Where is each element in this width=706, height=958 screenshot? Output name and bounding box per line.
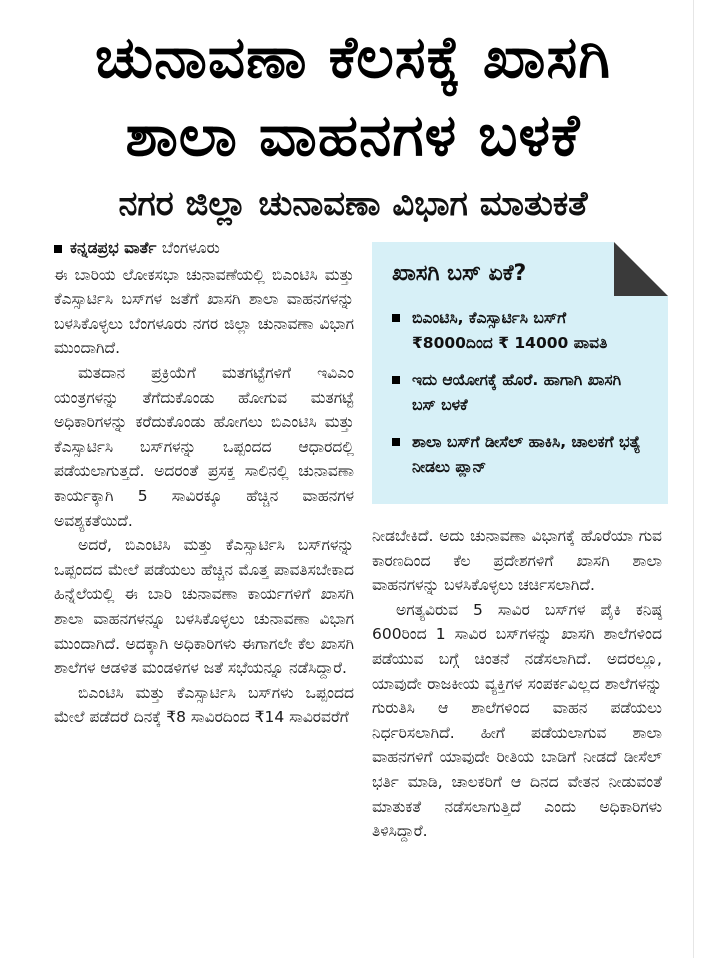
article-column-left [54,236,354,730]
page-edge-rule [693,0,694,958]
info-box-item: ಇದು ಆಯೋಗಕ್ಕೆ ಹೊರೆ. ಹಾಗಾಗಿ ಖಾಸಗಿ ಬಸ್ ಬಳಕೆ [390,368,650,418]
article-column-right [372,524,662,844]
info-box [372,242,668,504]
byline-source: ಕನ್ನಡಪ್ರಭ ವಾರ್ತೆ [70,239,157,257]
article-paragraph: ಅಗತ್ಯವಿರುವ 5 ಸಾವಿರ ಬಸ್‌ಗಳ ಪೈಕಿ ಕನಿಷ್ಠ 600ರಿಂದ 1 ಸಾವಿರ ಬಸ್‌ಗಳನ್ನು ಖಾಸಗಿ ಶಾಲೆಗಳಿಂದ ಪಡೆಯುವ ಬಗ್ಗೆ ಚಿಂತನೆ ನಡೆಸಲಾಗಿದೆ. ಅದರಲ್ಲೂ, ಯಾವುದೇ ರಾಜಕೀಯ ವ್ಯಕ್ತಿಗಳ ಸಂಪರ್ಕವಿಲ್ಲದ ಶಾಲೆಗಳನ್ನು ಗುರುತಿಸಿ ಆ ಶಾಲೆಗಳಿಂದ ವಾಹನ ಪಡೆಯಲು ನಿರ್ಧರಿಸಲಾಗಿದೆ. ಹೀಗೆ ಪಡೆಯಲಾಗುವ ಶಾಲಾ ವಾಹನಗಳಿಗೆ ಯಾವುದೇ ರೀತಿಯ ಬಾಡಿಗೆ ನೀಡದೆ ಡೀಸೆಲ್ ಭರ್ತಿ ಮಾಡಿ, ಚಾಲಕರಿಗೆ ಆ ದಿನದ ವೇತನ ನೀಡುವಂತೆ ಮಾತುಕತೆ ನಡೆಸಲಾಗುತ್ತಿದೆ ಎಂದು ಅಧಿಕಾರಿಗಳು ತಿಳಿಸಿದ್ದಾರೆ. [372,600,662,841]
info-box-item: ಶಾಲಾ ಬಸ್‌ಗೆ ಡೀಸೆಲ್ ಹಾಕಿಸಿ, ಚಾಲಕಗೆ ಭತ್ಯೆ ನೀಡಲು ಪ್ಲಾನ್ [390,430,650,480]
byline [54,236,354,261]
headline-line-1: ಚುನಾವಣಾ ಕೆಲಸಕ್ಕೆ ಖಾಸಗಿ [95,23,611,91]
article-paragraph: ಅದರೆ, ಬಿಎಂಟಿಸಿ ಮತ್ತು ಕೆಎಸ್ಸಾರ್ಟಿಸಿ ಬಸ್‌ಗಳನ್ನು ಒಪ್ಪಂದದ ಮೇಲೆ ಪಡೆಯಲು ಹೆಚ್ಚಿನ ಮೊತ್ತ ಪಾವತಿಸಬೇಕಾದ ಹಿನ್ನೆಲೆಯಲ್ಲಿ ಈ ಬಾರಿ ಚುನಾವಣಾ ಕಾರ್ಯಗಳಿಗೆ ಖಾಸಗಿ ಶಾಲಾ ವಾಹನಗಳನ್ನೂ ಬಳಸಿಕೊಳ್ಳಲು ಚುನಾವಣಾ ವಿಭಾಗ ಮುಂದಾಗಿದೆ. ಅದಕ್ಕಾಗಿ ಅಧಿಕಾರಿಗಳು ಈಗಾಗಲೇ ಕೆಲ ಖಾಸಗಿ ಶಾಲೆಗಳ ಆಡಳಿತ ಮಂಡಳಿಗಳ ಜತೆ ಸಭೆಯನ್ನೂ ನಡೆಸಿದ್ದಾರೆ. [54,536,354,678]
square-bullet-icon [392,314,400,322]
page-fold-icon [614,242,668,296]
info-box-list [390,306,650,480]
headline-line-2: ಶಾಲಾ ವಾಹನಗಳ ಬಳಕೆ [125,101,581,169]
square-bullet-icon [392,438,400,446]
subheadline: ನಗರ ಜಿಲ್ಲಾ ಚುನಾವಣಾ ವಿಭಾಗ ಮಾತುಕತೆ [118,184,588,224]
article-paragraph: ನೀಡಬೇಕಿದೆ. ಅದು ಚುನಾವಣಾ ವಿಭಾಗಕ್ಕೆ ಹೊರೆಯಾ ಗುವ ಕಾರಣದಿಂದ ಕೆಲ ಪ್ರದೇಶಗಳಿಗೆ ಖಾಸಗಿ ಶಾಲಾ ವಾಹನಗಳನ್ನು ಬಳಸಿಕೊಳ್ಳಲು ಚರ್ಚಿಸಲಾಗಿದೆ. [372,527,662,595]
square-bullet-icon [392,376,400,384]
info-box-item: ಬಿಎಂಟಿಸಿ, ಕೆಎಸ್ಸಾರ್ಟಿಸಿ ಬಸ್‌ಗೆ ₹8000ದಿಂದ ₹ 14000 ಪಾವತಿ [390,306,650,356]
info-box-title: ಖಾಸಗಿ ಬಸ್ ಏಕೆ? [392,261,527,286]
byline-city: ಬೆಂಗಳೂರು [161,239,220,257]
article-paragraph: ಬಿಎಂಟಿಸಿ ಮತ್ತು ಕೆಎಸ್ಸಾರ್ಟಿಸಿ ಬಸ್‌ಗಳು ಒಪ್ಪಂದದ ಮೇಲೆ ಪಡೆದರೆ ದಿನಕ್ಕೆ ₹8 ಸಾವಿರದಿಂದ ₹14 ಸಾವಿರವರೆಗೆ [54,683,354,727]
article-paragraph: ಮತದಾನ ಪ್ರಕ್ರಿಯೆಗೆ ಮತಗಟ್ಟೆಗಳಿಗೆ ಇವಿಎಂ ಯಂತ್ರಗಳನ್ನು ತೆಗೆದುಕೊಂಡು ಹೋಗುವ ಮತಗಟ್ಟೆ ಅಧಿಕಾರಿಗಳನ್ನು ಕರೆದುಕೊಂಡು ಹೋಗಲು ಬಿಎಂಟಿಸಿ ಮತ್ತು ಕೆಎಸ್ಸಾರ್ಟಿಸಿ ಬಸ್‌ಗಳನ್ನು ಒಪ್ಪಂದದ ಆಧಾರದಲ್ಲಿ ಪಡೆಯಲಾಗುತ್ತದೆ. ಅದರಂತೆ ಪ್ರಸಕ್ತ ಸಾಲಿನಲ್ಲಿ ಚುನಾವಣಾ ಕಾರ್ಯಕ್ಕಾಗಿ 5 ಸಾವಿರಕ್ಕೂ ಹೆಚ್ಚಿನ ವಾಹನಗಳ ಅವಶ್ಯಕತೆಯಿದೆ. [54,363,354,530]
article-paragraph: ಈ ಬಾರಿಯ ಲೋಕಸಭಾ ಚುನಾವಣೆಯಲ್ಲಿ ಬಿಎಂಟಿಸಿ ಮತ್ತು ಕೆಎಸ್ಸಾರ್ಟಿಸಿ ಬಸ್‌ಗಳ ಜತೆಗೆ ಖಾಸಗಿ ಶಾಲಾ ವಾಹನಗಳನ್ನು ಬಳಸಿಕೊಳ್ಳಲು ಬೆಂಗಳೂರು ನಗರ ಜಿಲ್ಲಾ ಚುನಾವಣಾ ವಿಭಾಗ ಮುಂದಾಗಿದೆ. [54,265,354,358]
byline-bullet-icon [54,245,62,253]
